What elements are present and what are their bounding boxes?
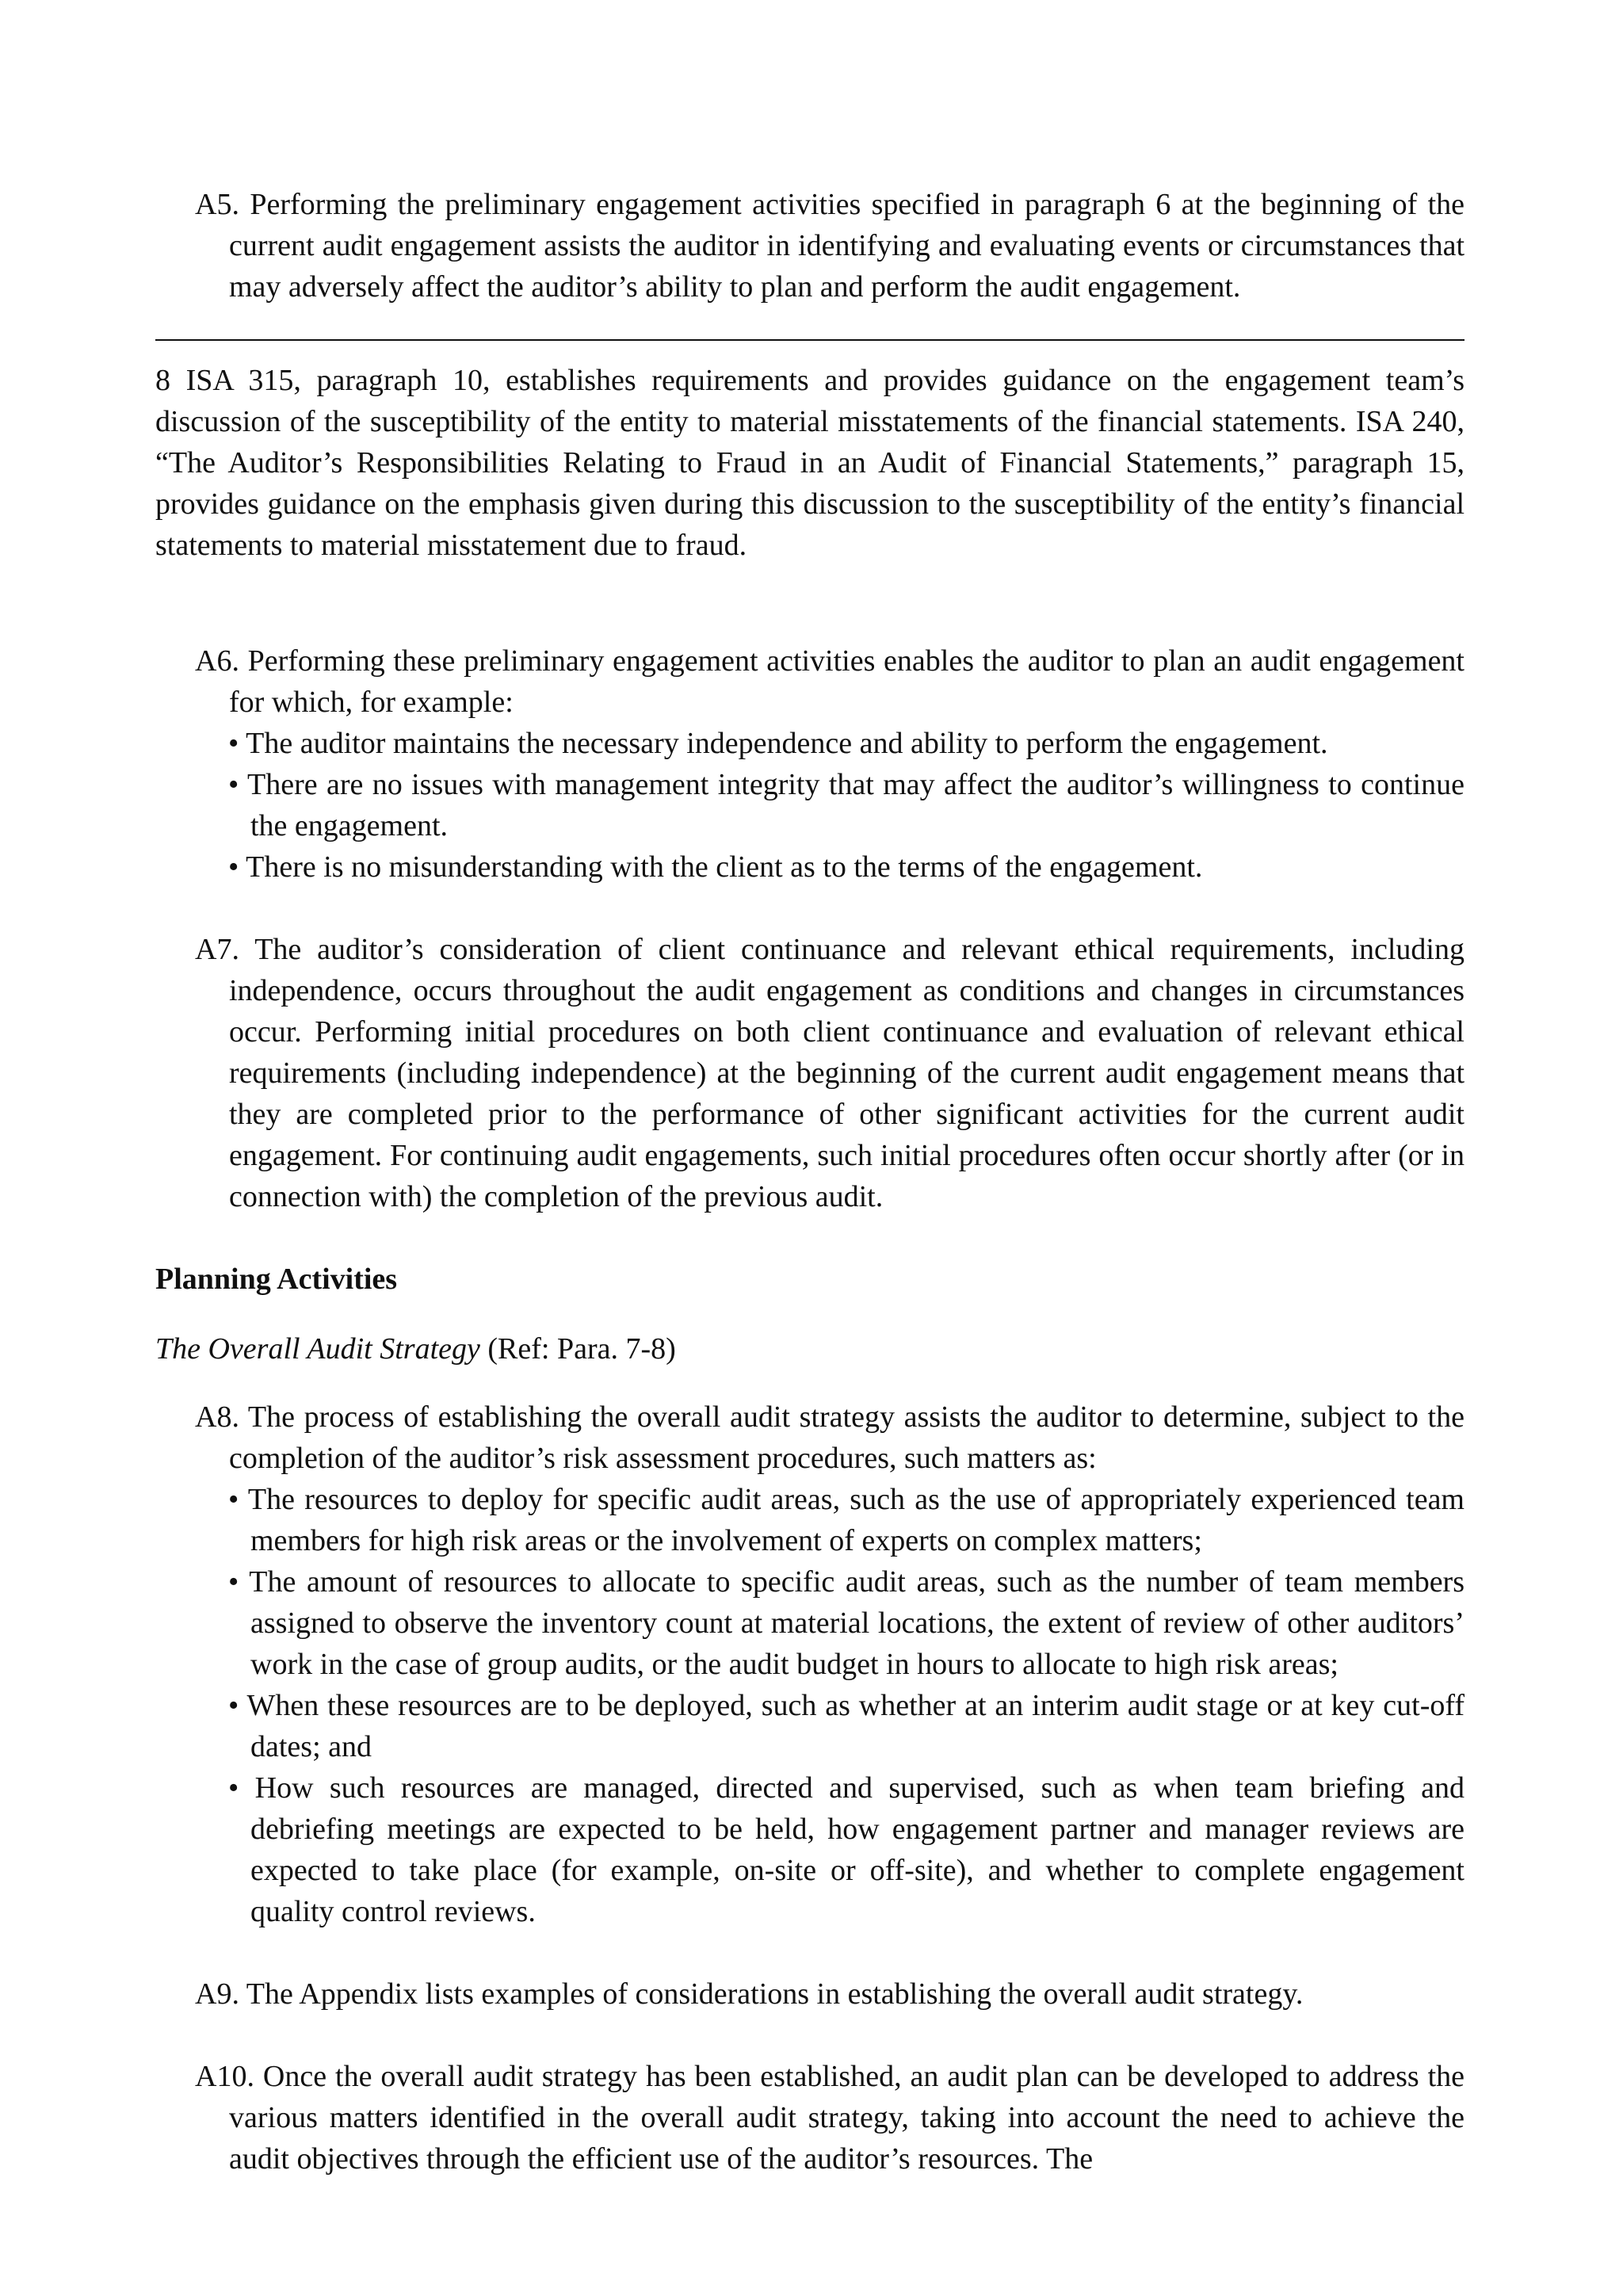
paragraph-a8-intro — [155, 1396, 1465, 1479]
bullet-item — [155, 1767, 1465, 1932]
bullet-item — [155, 764, 1465, 846]
bullet-item — [155, 1561, 1465, 1685]
bullet-text: The amount of resources to allocate to specific audit areas, such as the number of team members assigned to observe the inventory count at material locations, the extent of review of other auditors’ work in the case of group audits, or the audit budget in hours to allocate to high risk areas; — [249, 1565, 1465, 1681]
paragraph-a8 — [155, 1396, 1465, 1932]
footnote-text — [155, 360, 1465, 566]
paragraph-label: A7. — [195, 933, 239, 966]
footnote-separator — [155, 339, 1465, 341]
footnote-8 — [155, 360, 1465, 566]
bullet-item — [155, 723, 1465, 764]
paragraph-body: Once the overall audit strategy has been established, an audit plan can be developed to address the various matters identified in the overall audit strategy, taking into account the need to achieve the audit objectives through the efficient use of the auditor’s resources. The — [229, 2060, 1465, 2176]
paragraph-body: Performing these preliminary engagement activities enables the auditor to plan an audit engagement for which, for example: — [229, 644, 1465, 719]
paragraph-a9 — [155, 1973, 1465, 2015]
paragraph-label: A10. — [195, 2060, 254, 2093]
subheading-ref: (Ref: Para. 7-8) — [479, 1332, 676, 1366]
paragraph-a5 — [155, 184, 1465, 308]
paragraph-a5-text — [155, 184, 1465, 308]
paragraph-body: The process of establishing the overall audit strategy assists the auditor to determine, subject to the completion of the auditor’s risk assessment procedures, such matters as: — [229, 1400, 1465, 1475]
bullet-item — [155, 1685, 1465, 1767]
bullet-icon: • — [228, 1771, 239, 1805]
bullet-item — [155, 846, 1465, 888]
paragraph-a6-intro — [155, 640, 1465, 723]
subsection-heading-overall-audit-strategy — [155, 1328, 1465, 1370]
bullet-text: When these resources are to be deployed, such as whether at an interim audit stage or at key cut-off dates; and — [246, 1689, 1465, 1763]
paragraph-body: The Appendix lists examples of considerations in establishing the overall audit strategy. — [246, 1977, 1304, 2011]
footnote-body: ISA 315, paragraph 10, establishes requirements and provides guidance on the engagement team’s discussion of the susceptibility of the entity to material misstatements of the financial statements. ISA 240, “The Auditor’s Responsibilities Relating to Fraud in an Audit of Financial Statements,” paragraph 15, provides guidance on the emphasis given during this discussion to the susceptibility of the entity’s financial statements to material misstatement due to fraud. — [155, 364, 1465, 562]
paragraph-a6 — [155, 640, 1465, 888]
bullet-text: There are no issues with management integrity that may affect the auditor’s willingness to continue the engagement. — [247, 768, 1465, 842]
paragraph-a9-text — [155, 1973, 1465, 2015]
paragraph-label: A9. — [195, 1977, 239, 2011]
paragraph-a10-text — [155, 2056, 1465, 2179]
paragraph-body: The auditor’s consideration of client continuance and relevant ethical requirements, including independence, occurs throughout the audit engagement as conditions and changes in circumstances occur. Performing initial procedures on both client continuance and evaluation of relevant ethical requirements (including independence) at the beginning of the current audit engagement means that they are completed prior to the performance of other significant activities for the current audit engagement. For continuing audit engagements, such initial procedures often occur shortly after (or in connection with) the completion of the previous audit. — [229, 933, 1465, 1213]
section-heading-planning-activities: Planning Activities — [155, 1263, 398, 1296]
footnote-marker: 8 — [155, 364, 170, 397]
paragraph-a10 — [155, 2056, 1465, 2179]
bullet-icon: • — [228, 1565, 239, 1599]
bullet-icon: • — [228, 1689, 239, 1722]
paragraph-label: A8. — [195, 1400, 239, 1434]
bullet-icon: • — [228, 850, 239, 884]
bullet-item — [155, 1479, 1465, 1561]
bullet-icon: • — [228, 727, 239, 760]
bullet-text: The resources to deploy for specific audit areas, such as the use of appropriately experienced team members for high risk areas or the involvement of experts on complex matters; — [247, 1483, 1465, 1557]
paragraph-body: Performing the preliminary engagement activities specified in paragraph 6 at the beginning of the current audit engagement assists the auditor in identifying and evaluating events or circumstances that may adversely affect the auditor’s ability to plan and perform the audit engagement. — [229, 188, 1465, 304]
paragraph-a7-text — [155, 929, 1465, 1217]
bullet-icon: • — [228, 768, 239, 801]
paragraph-label: A6. — [195, 644, 239, 678]
bullet-text: There is no misunderstanding with the client as to the terms of the engagement. — [246, 850, 1203, 884]
subheading-italic: The Overall Audit Strategy — [155, 1332, 480, 1366]
bullet-text: The auditor maintains the necessary independence and ability to perform the engagement. — [246, 727, 1328, 760]
paragraph-a7 — [155, 929, 1465, 1217]
bullet-icon: • — [228, 1483, 239, 1516]
paragraph-label: A5. — [195, 188, 239, 221]
bullet-text: How such resources are managed, directed and supervised, such as when team briefing and debriefing meetings are expected to be held, how engagement partner and manager reviews are expected to take place (for example, on-site or off-site), and whether to complete engagement quality control reviews. — [250, 1771, 1465, 1928]
